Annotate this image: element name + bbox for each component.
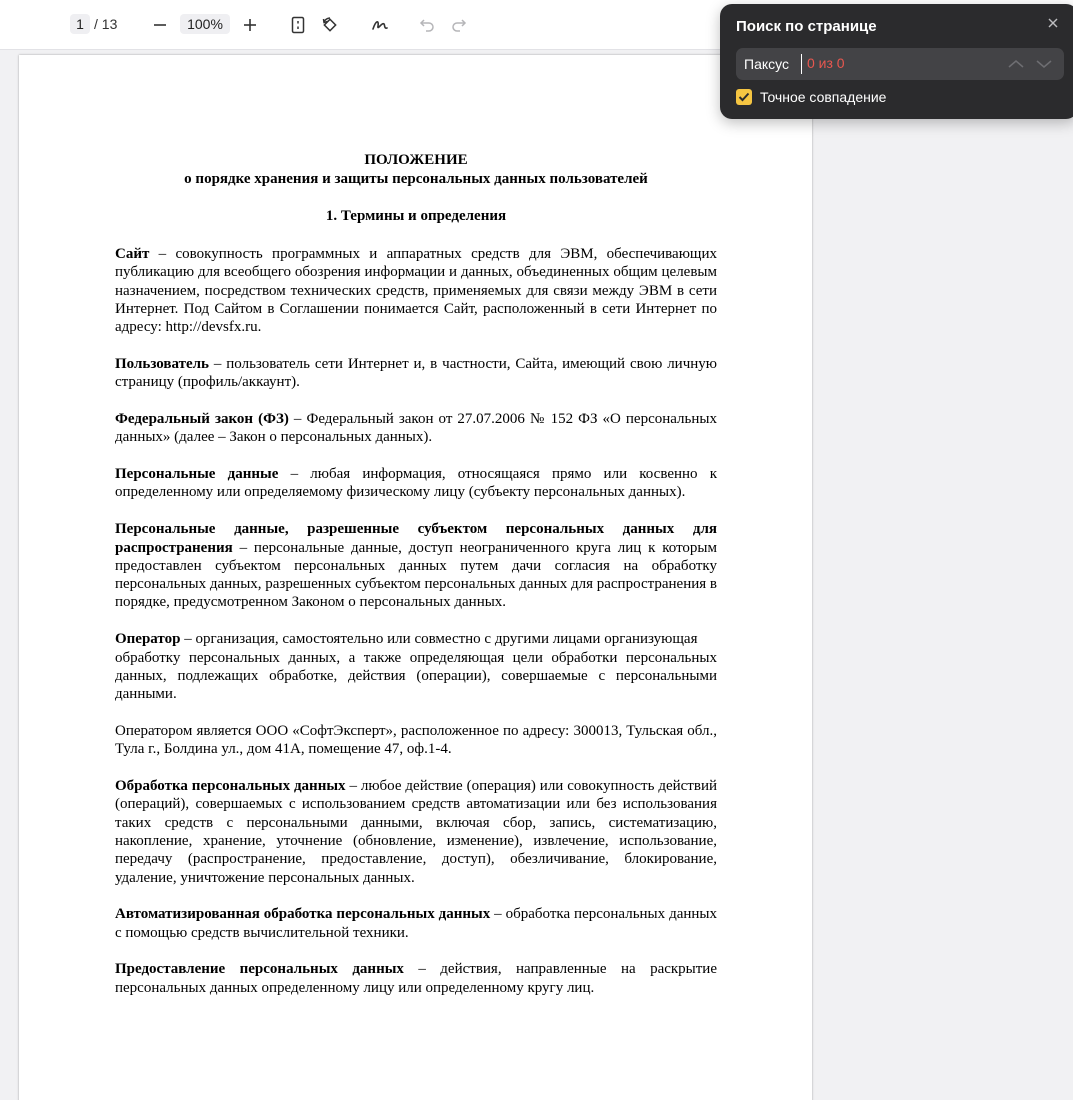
term-label: Оператор — [115, 631, 181, 648]
definition-provision — [115, 960, 717, 997]
definition-text: – организация, самостоятельно или совместно с другими лицами организующая — [180, 631, 698, 648]
draw-icon — [371, 16, 389, 34]
definition-user — [115, 355, 717, 392]
document-body — [115, 151, 717, 997]
zoom-out-button[interactable] — [148, 13, 172, 37]
term-label: Сайт — [115, 246, 150, 262]
definition-text: – обработка персональных данных с помощью средств вычислительной техники. — [115, 906, 717, 941]
match-count: 0 из 0 — [807, 55, 845, 71]
definition-text: – любая информация, относящаяся прямо или косвенно к определенному или определяемому физическому лицу (субъекту персональных данных). — [115, 466, 718, 501]
definition-text: – Федеральный закон от 27.07.2006 № 152 ФЗ «О персональных данных» (далее – Закон о персональных данных). — [115, 411, 717, 446]
document-page — [19, 55, 812, 1100]
next-match-button[interactable] — [1034, 54, 1054, 74]
definition-text: – пользователь сети Интернет и, в частности, Сайта, имеющий свою личную страницу (профиль/аккаунт). — [115, 355, 717, 391]
document-subtitle: о порядке хранения и защиты персональных данных пользователей — [184, 171, 648, 187]
undo-icon — [419, 18, 435, 32]
redo-button[interactable] — [447, 13, 471, 37]
term-label: Федеральный закон (ФЗ) — [115, 411, 289, 428]
definition-automated-processing — [115, 905, 717, 942]
definition-processing — [115, 777, 717, 887]
plus-icon — [243, 18, 257, 32]
definition-site — [115, 245, 717, 336]
operator-info: Оператором является ООО «СофтЭксперт», расположенное по адресу: 300013, Тульская обл., Тула г., Болдина ул., дом 41А, помещение 47, оф.1-4. — [115, 722, 717, 758]
close-search-button[interactable] — [1046, 16, 1060, 30]
definition-text: – персональные данные, доступ неограниченного круга лиц к которым предоставлен субъектом персональных данных путем дачи согласия на обработку персональных данных, разрешенных субъектом персональных данных для распространения в порядке, предусмотренном Законом о персональных данных. — [115, 539, 717, 611]
exact-match-checkbox[interactable] — [736, 89, 752, 105]
checkmark-icon — [738, 92, 750, 102]
definition-text: – любое действие (операция) или совокупность действий (операций), совершаемых с использованием средств автоматизации или без использования таких средств с персональными данными, включая сбор, запись, систематизацию, накопление, хранение, уточнение (обновление, изменение), извлечение, использование, передачу (распространение, предоставление, доступ), обезличивание, блокирование, удаление, уничтожение персональных данных. — [115, 778, 717, 886]
find-in-page-panel — [720, 4, 1073, 119]
rotate-button[interactable] — [318, 13, 342, 37]
draw-button[interactable] — [368, 13, 392, 37]
definition-text: – действия, направленные на раскрытие персональных данных определенному лицу или определенному кругу лиц. — [115, 961, 717, 996]
document-title: ПОЛОЖЕНИЕ — [364, 152, 468, 168]
definition-operator-continued: обработку персональных данных, а также определяющая цели обработки персональных данных, подлежащих обработке, действия (операции), совершаемые с персональными данными. — [115, 649, 717, 703]
definition-operator — [115, 630, 717, 648]
definition-text: – совокупность программных и аппаратных средств для ЭВМ, обеспечивающих публикацию для всеобщего обозрения информации и данных, объединенных общим целевым назначением, посредством технических средств, применяемых для связи между ЭВМ в сети Интернет. Под Сайтом в Соглашении понимается Сайт, расположенный в сети Интернет по адресу: http://devsfx.ru. — [115, 246, 717, 336]
close-icon — [1048, 18, 1058, 28]
fit-page-button[interactable] — [286, 13, 310, 37]
zoom-in-button[interactable] — [238, 13, 262, 37]
redo-icon — [451, 18, 467, 32]
undo-button[interactable] — [415, 13, 439, 37]
term-label: Пользователь — [115, 355, 209, 372]
previous-match-button[interactable] — [1006, 54, 1026, 74]
term-label: Персональные данные, разрешенные субъектом персональных данных для распространения — [115, 521, 717, 556]
search-field — [736, 48, 1064, 80]
definition-law — [115, 410, 717, 447]
term-label: Персональные данные — [115, 466, 279, 483]
search-panel-title: Поиск по странице — [736, 18, 877, 35]
page-number-input[interactable]: 1 — [70, 14, 90, 34]
definition-distributable-data — [115, 520, 717, 611]
term-label: Предоставление персональных данных — [115, 961, 404, 978]
exact-match-label: Точное совпадение — [760, 89, 887, 105]
zoom-level[interactable]: 100% — [180, 14, 230, 34]
search-input[interactable] — [744, 54, 802, 74]
minus-icon — [153, 18, 167, 32]
term-label: Обработка персональных данных — [115, 778, 346, 795]
chevron-down-icon — [1036, 59, 1052, 69]
rotate-icon — [321, 16, 339, 34]
chevron-up-icon — [1008, 59, 1024, 69]
term-label: Автоматизированная обработка персональных данных — [115, 906, 491, 923]
page-total: / 13 — [94, 16, 118, 32]
fit-page-icon — [290, 16, 306, 34]
definition-personal-data — [115, 465, 717, 502]
section-heading: 1. Термины и определения — [325, 208, 507, 224]
